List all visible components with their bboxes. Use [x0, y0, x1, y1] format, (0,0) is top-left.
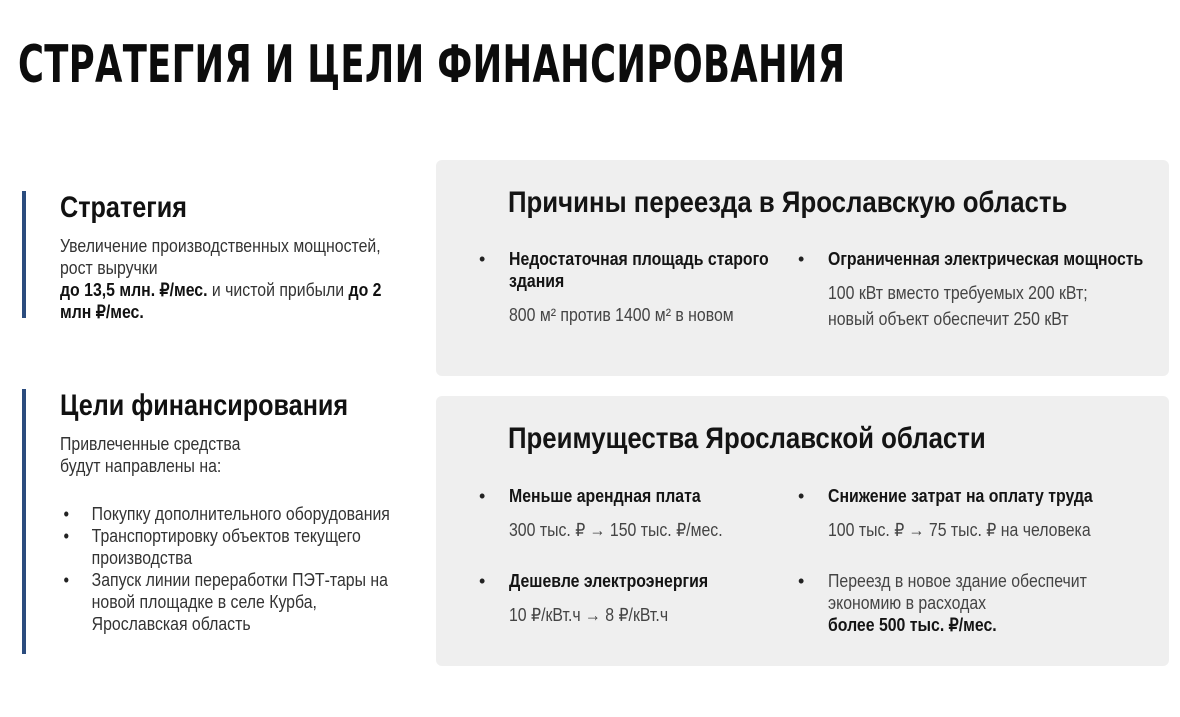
reason-item: [798, 248, 1158, 332]
funding-intro-line: Привлеченные средства: [60, 434, 241, 454]
relocation-text: Переезд в новое здание обеспечит экономию в расходах: [828, 571, 1087, 613]
advantage-item: [479, 570, 839, 628]
reason-sub: 800 м² против 1400 м² в новом: [509, 305, 734, 325]
bullet-icon: •: [479, 486, 486, 506]
strategy-heading: Стратегия: [60, 191, 187, 224]
reason-sub: 100 кВт вместо требуемых 200 кВт; новый объект обеспечит 250 кВт: [828, 283, 1088, 329]
strategy-text: [60, 235, 394, 323]
strategy-revenue-target: до 13,5 млн. ₽/мес.: [60, 280, 208, 300]
relocation-savings: [828, 570, 1092, 636]
funding-goals-section: [22, 389, 420, 654]
reason-head: Ограниченная электрическая мощность: [828, 249, 1144, 269]
advantage-sub: 100 тыс. ₽ → 75 тыс. ₽ на человека: [828, 520, 1091, 540]
relocation-amount: более 500 тыс. ₽/мес.: [828, 615, 997, 635]
advantage-head: Дешевле электроэнергия: [509, 571, 709, 591]
bullet-icon: •: [798, 249, 805, 269]
advantage-head: Меньше арендная плата: [509, 486, 701, 506]
bullet-icon: •: [479, 571, 486, 591]
reasons-heading: Причины переезда в Ярославскую область: [508, 186, 1068, 219]
strategy-text-part: Увеличение производственных мощностей, рост выручки: [60, 236, 381, 278]
advantage-sub: 300 тыс. ₽ → 150 тыс. ₽/мес.: [509, 520, 723, 540]
funding-list-item: • Покупку дополнительного оборудования: [60, 503, 394, 525]
advantages-heading: Преимущества Ярославской области: [508, 422, 986, 455]
funding-intro-line: будут направлены на:: [60, 456, 222, 476]
bullet-icon: •: [798, 571, 805, 591]
page-title: СТРАТЕГИЯ И ЦЕЛИ ФИНАНСИРОВАНИЯ: [18, 35, 846, 95]
reason-item: [479, 248, 839, 328]
advantage-head: Снижение затрат на оплату труда: [828, 486, 1093, 506]
advantage-item: [479, 485, 839, 543]
strategy-text-part: и чистой прибыли: [207, 280, 349, 300]
bullet-icon: •: [798, 486, 805, 506]
funding-list-item: • Запуск линии переработки ПЭТ-тары на новой площадке в селе Курба, Ярославская область: [60, 569, 394, 635]
advantage-item: [798, 570, 1158, 636]
funding-heading: Цели финансирования: [60, 389, 349, 422]
advantage-item: [798, 485, 1158, 543]
advantage-sub: 10 ₽/кВт.ч → 8 ₽/кВт.ч: [509, 605, 669, 625]
reason-head: Недостаточная площадь старого здания: [509, 249, 769, 291]
strategy-section: [22, 191, 420, 322]
funding-list: [60, 503, 394, 635]
funding-list-item: • Транспортировку объектов текущего производства: [60, 525, 394, 569]
funding-intro: [60, 433, 394, 477]
strategy-profit-target: до 2 млн ₽/мес.: [60, 280, 382, 322]
bullet-icon: •: [479, 249, 486, 269]
